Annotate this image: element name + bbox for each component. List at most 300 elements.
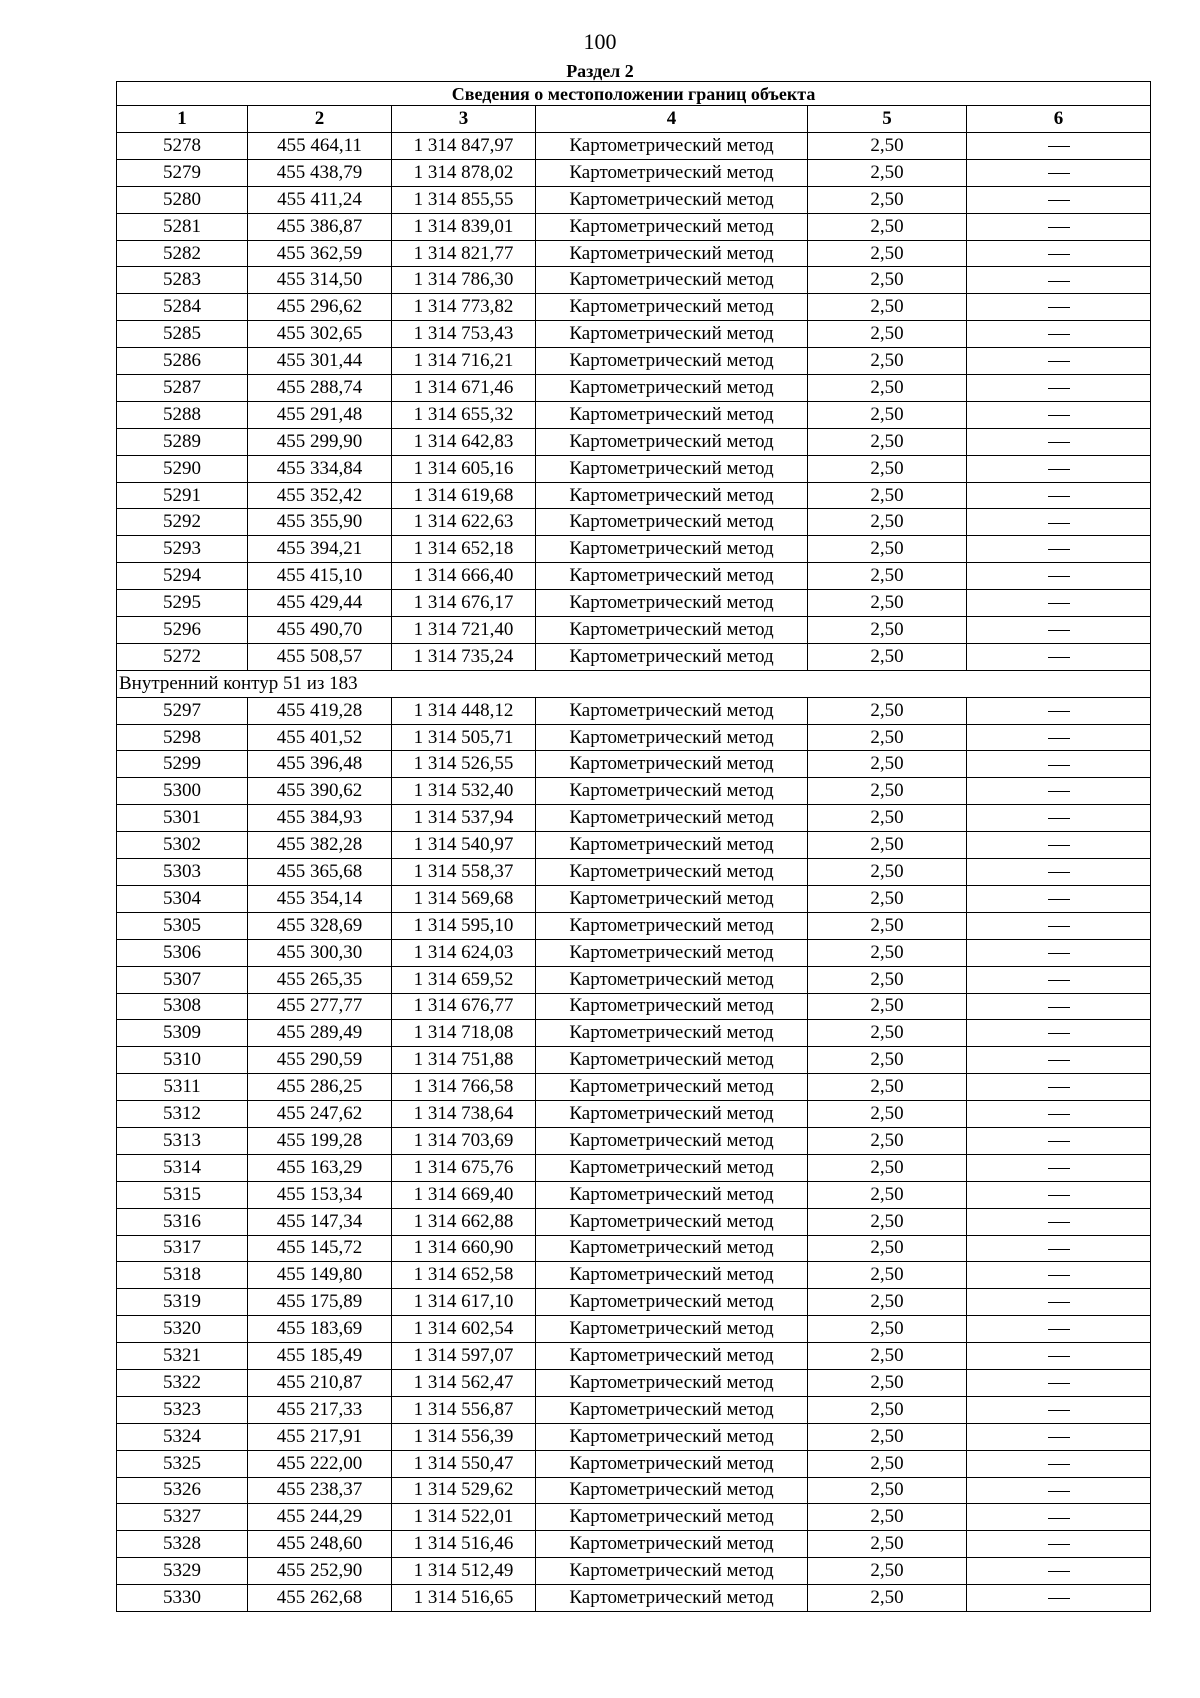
dash-mark [1048,1007,1070,1008]
table-row [117,455,1151,482]
accuracy-cell: 2,50 [808,348,967,375]
note-cell [967,993,1151,1020]
accuracy-cell: 2,50 [808,939,967,966]
table-row [117,1585,1151,1612]
x-coordinate-cell: 455 302,65 [248,321,392,348]
x-coordinate-cell: 455 210,87 [248,1369,392,1396]
method-cell: Картометрический метод [536,832,808,859]
note-cell [967,966,1151,993]
dash-mark [1048,281,1070,282]
dash-mark [1048,765,1070,766]
dash-mark [1048,227,1070,228]
y-coordinate-cell: 1 314 597,07 [392,1343,536,1370]
accuracy-cell: 2,50 [808,832,967,859]
point-number-cell: 5278 [117,133,248,160]
x-coordinate-cell: 455 199,28 [248,1127,392,1154]
note-cell [967,240,1151,267]
note-cell [967,1101,1151,1128]
dash-mark [1048,630,1070,631]
note-cell [967,267,1151,294]
accuracy-cell: 2,50 [808,778,967,805]
point-number-cell: 5272 [117,643,248,670]
accuracy-cell: 2,50 [808,240,967,267]
dash-mark [1048,1491,1070,1492]
x-coordinate-cell: 455 288,74 [248,375,392,402]
dash-mark [1048,953,1070,954]
x-coordinate-cell: 455 415,10 [248,563,392,590]
note-cell [967,563,1151,590]
accuracy-cell: 2,50 [808,1558,967,1585]
x-coordinate-cell: 455 382,28 [248,832,392,859]
method-cell: Картометрический метод [536,1369,808,1396]
accuracy-cell: 2,50 [808,509,967,536]
table-row [117,1262,1151,1289]
dash-mark [1048,1141,1070,1142]
note-cell [967,401,1151,428]
dash-mark [1048,388,1070,389]
x-coordinate-cell: 455 145,72 [248,1235,392,1262]
y-coordinate-cell: 1 314 751,88 [392,1047,536,1074]
point-number-cell: 5292 [117,509,248,536]
note-cell [967,805,1151,832]
contour-subtitle-row [117,670,1151,697]
table-row [117,859,1151,886]
table-row [117,1127,1151,1154]
note-cell [967,348,1151,375]
accuracy-cell: 2,50 [808,1504,967,1531]
note-cell [967,133,1151,160]
method-cell: Картометрический метод [536,778,808,805]
method-cell: Картометрический метод [536,348,808,375]
table-row [117,536,1151,563]
point-number-cell: 5284 [117,294,248,321]
method-cell: Картометрический метод [536,1208,808,1235]
note-cell [967,1423,1151,1450]
method-cell: Картометрический метод [536,1396,808,1423]
note-cell [967,1343,1151,1370]
method-cell: Картометрический метод [536,1020,808,1047]
column-number: 1 [117,106,248,133]
table-row [117,885,1151,912]
y-coordinate-cell: 1 314 569,68 [392,885,536,912]
note-cell [967,1074,1151,1101]
x-coordinate-cell: 455 390,62 [248,778,392,805]
table-row [117,1101,1151,1128]
point-number-cell: 5310 [117,1047,248,1074]
table-row [117,778,1151,805]
point-number-cell: 5283 [117,267,248,294]
y-coordinate-cell: 1 314 738,64 [392,1101,536,1128]
note-cell [967,939,1151,966]
accuracy-cell: 2,50 [808,966,967,993]
method-cell: Картометрический метод [536,1450,808,1477]
table-row [117,213,1151,240]
note-cell [967,912,1151,939]
x-coordinate-cell: 455 300,30 [248,939,392,966]
method-cell: Картометрический метод [536,1127,808,1154]
x-coordinate-cell: 455 352,42 [248,482,392,509]
dash-mark [1048,469,1070,470]
dash-mark [1048,549,1070,550]
y-coordinate-cell: 1 314 652,18 [392,536,536,563]
accuracy-cell: 2,50 [808,1020,967,1047]
x-coordinate-cell: 455 248,60 [248,1531,392,1558]
point-number-cell: 5323 [117,1396,248,1423]
accuracy-cell: 2,50 [808,1262,967,1289]
method-cell: Картометрический метод [536,563,808,590]
table-row [117,832,1151,859]
point-number-cell: 5322 [117,1369,248,1396]
column-number: 4 [536,106,808,133]
x-coordinate-cell: 455 183,69 [248,1316,392,1343]
x-coordinate-cell: 455 222,00 [248,1450,392,1477]
accuracy-cell: 2,50 [808,428,967,455]
dash-mark [1048,334,1070,335]
x-coordinate-cell: 455 175,89 [248,1289,392,1316]
y-coordinate-cell: 1 314 537,94 [392,805,536,832]
point-number-cell: 5312 [117,1101,248,1128]
x-coordinate-cell: 455 411,24 [248,186,392,213]
method-cell: Картометрический метод [536,912,808,939]
y-coordinate-cell: 1 314 516,65 [392,1585,536,1612]
note-cell [967,643,1151,670]
section-title: Раздел 2 [566,61,634,81]
dash-mark [1048,738,1070,739]
x-coordinate-cell: 455 314,50 [248,267,392,294]
y-coordinate-cell: 1 314 655,32 [392,401,536,428]
point-number-cell: 5315 [117,1181,248,1208]
method-cell: Картометрический метод [536,1047,808,1074]
y-coordinate-cell: 1 314 550,47 [392,1450,536,1477]
note-cell [967,213,1151,240]
point-number-cell: 5300 [117,778,248,805]
method-cell: Картометрический метод [536,321,808,348]
dash-mark [1048,1087,1070,1088]
x-coordinate-cell: 455 299,90 [248,428,392,455]
column-number: 5 [808,106,967,133]
dash-mark [1048,1410,1070,1411]
y-coordinate-cell: 1 314 721,40 [392,617,536,644]
y-coordinate-cell: 1 314 448,12 [392,697,536,724]
x-coordinate-cell: 455 289,49 [248,1020,392,1047]
accuracy-cell: 2,50 [808,1396,967,1423]
x-coordinate-cell: 455 328,69 [248,912,392,939]
point-number-cell: 5321 [117,1343,248,1370]
method-cell: Картометрический метод [536,428,808,455]
table-row [117,563,1151,590]
method-cell: Картометрический метод [536,375,808,402]
point-number-cell: 5304 [117,885,248,912]
dash-mark [1048,791,1070,792]
point-number-cell: 5279 [117,159,248,186]
accuracy-cell: 2,50 [808,643,967,670]
note-cell [967,1369,1151,1396]
dash-mark [1048,496,1070,497]
point-number-cell: 5307 [117,966,248,993]
dash-mark [1048,1060,1070,1061]
table-row [117,697,1151,724]
accuracy-cell: 2,50 [808,159,967,186]
y-coordinate-cell: 1 314 595,10 [392,912,536,939]
point-number-cell: 5298 [117,724,248,751]
table-row [117,348,1151,375]
table-row [117,751,1151,778]
table-row [117,617,1151,644]
x-coordinate-cell: 455 334,84 [248,455,392,482]
accuracy-cell: 2,50 [808,912,967,939]
table-caption: Сведения о местоположении границ объекта [117,82,1151,106]
x-coordinate-cell: 455 247,62 [248,1101,392,1128]
note-cell [967,1020,1151,1047]
dash-mark [1048,657,1070,658]
y-coordinate-cell: 1 314 716,21 [392,348,536,375]
point-number-cell: 5287 [117,375,248,402]
note-cell [967,778,1151,805]
method-cell: Картометрический метод [536,240,808,267]
method-cell: Картометрический метод [536,1477,808,1504]
table-caption-row [117,82,1151,106]
y-coordinate-cell: 1 314 556,87 [392,1396,536,1423]
accuracy-cell: 2,50 [808,1450,967,1477]
x-coordinate-cell: 455 508,57 [248,643,392,670]
accuracy-cell: 2,50 [808,1343,967,1370]
note-cell [967,590,1151,617]
table-row [117,482,1151,509]
dash-mark [1048,926,1070,927]
y-coordinate-cell: 1 314 526,55 [392,751,536,778]
point-number-cell: 5306 [117,939,248,966]
dash-mark [1048,1598,1070,1599]
y-coordinate-cell: 1 314 666,40 [392,563,536,590]
method-cell: Картометрический метод [536,1558,808,1585]
dash-mark [1048,1544,1070,1545]
x-coordinate-cell: 455 419,28 [248,697,392,724]
table-row [117,1047,1151,1074]
dash-mark [1048,1168,1070,1169]
accuracy-cell: 2,50 [808,1154,967,1181]
note-cell [967,1235,1151,1262]
method-cell: Картометрический метод [536,536,808,563]
method-cell: Картометрический метод [536,805,808,832]
note-cell [967,321,1151,348]
accuracy-cell: 2,50 [808,617,967,644]
note-cell [967,1208,1151,1235]
note-cell [967,1396,1151,1423]
table-row [117,993,1151,1020]
table-row [117,1504,1151,1531]
table-row [117,1181,1151,1208]
accuracy-cell: 2,50 [808,1074,967,1101]
accuracy-cell: 2,50 [808,1208,967,1235]
y-coordinate-cell: 1 314 671,46 [392,375,536,402]
note-cell [967,1127,1151,1154]
y-coordinate-cell: 1 314 540,97 [392,832,536,859]
y-coordinate-cell: 1 314 659,52 [392,966,536,993]
accuracy-cell: 2,50 [808,133,967,160]
x-coordinate-cell: 455 252,90 [248,1558,392,1585]
point-number-cell: 5305 [117,912,248,939]
accuracy-cell: 2,50 [808,885,967,912]
dash-mark [1048,307,1070,308]
x-coordinate-cell: 455 490,70 [248,617,392,644]
method-cell: Картометрический метод [536,617,808,644]
point-number-cell: 5309 [117,1020,248,1047]
table-row [117,186,1151,213]
x-coordinate-cell: 455 238,37 [248,1477,392,1504]
table-row [117,724,1151,751]
table-row [117,590,1151,617]
table-row [117,267,1151,294]
method-cell: Картометрический метод [536,1531,808,1558]
note-cell [967,1450,1151,1477]
accuracy-cell: 2,50 [808,267,967,294]
note-cell [967,1154,1151,1181]
dash-mark [1048,1518,1070,1519]
point-number-cell: 5294 [117,563,248,590]
note-cell [967,859,1151,886]
x-coordinate-cell: 455 290,59 [248,1047,392,1074]
table-row [117,1450,1151,1477]
method-cell: Картометрический метод [536,213,808,240]
method-cell: Картометрический метод [536,401,808,428]
point-number-cell: 5282 [117,240,248,267]
point-number-cell: 5317 [117,1235,248,1262]
x-coordinate-cell: 455 217,33 [248,1396,392,1423]
note-cell [967,832,1151,859]
y-coordinate-cell: 1 314 878,02 [392,159,536,186]
y-coordinate-cell: 1 314 839,01 [392,213,536,240]
point-number-cell: 5316 [117,1208,248,1235]
dash-mark [1048,1222,1070,1223]
accuracy-cell: 2,50 [808,455,967,482]
accuracy-cell: 2,50 [808,859,967,886]
note-cell [967,509,1151,536]
y-coordinate-cell: 1 314 660,90 [392,1235,536,1262]
point-number-cell: 5325 [117,1450,248,1477]
dash-mark [1048,1571,1070,1572]
point-number-cell: 5328 [117,1531,248,1558]
y-coordinate-cell: 1 314 602,54 [392,1316,536,1343]
y-coordinate-cell: 1 314 652,58 [392,1262,536,1289]
note-cell [967,1531,1151,1558]
accuracy-cell: 2,50 [808,805,967,832]
y-coordinate-cell: 1 314 505,71 [392,724,536,751]
x-coordinate-cell: 455 277,77 [248,993,392,1020]
point-number-cell: 5314 [117,1154,248,1181]
y-coordinate-cell: 1 314 522,01 [392,1504,536,1531]
note-cell [967,1504,1151,1531]
y-coordinate-cell: 1 314 662,88 [392,1208,536,1235]
accuracy-cell: 2,50 [808,1585,967,1612]
y-coordinate-cell: 1 314 512,49 [392,1558,536,1585]
x-coordinate-cell: 455 464,11 [248,133,392,160]
y-coordinate-cell: 1 314 622,63 [392,509,536,536]
x-coordinate-cell: 455 163,29 [248,1154,392,1181]
note-cell [967,1181,1151,1208]
method-cell: Картометрический метод [536,590,808,617]
dash-mark [1048,442,1070,443]
table-row [117,240,1151,267]
table-row [117,1208,1151,1235]
note-cell [967,697,1151,724]
method-cell: Картометрический метод [536,966,808,993]
dash-mark [1048,1437,1070,1438]
table-row [117,966,1151,993]
table-row [117,294,1151,321]
x-coordinate-cell: 455 147,34 [248,1208,392,1235]
accuracy-cell: 2,50 [808,1477,967,1504]
column-number: 2 [248,106,392,133]
point-number-cell: 5296 [117,617,248,644]
table-row [117,805,1151,832]
point-number-cell: 5308 [117,993,248,1020]
note-cell [967,617,1151,644]
note-cell [967,1262,1151,1289]
point-number-cell: 5293 [117,536,248,563]
table-row [117,1316,1151,1343]
y-coordinate-cell: 1 314 821,77 [392,240,536,267]
note-cell [967,1558,1151,1585]
x-coordinate-cell: 455 386,87 [248,213,392,240]
page-number: 100 [583,29,617,54]
dash-mark [1048,603,1070,604]
accuracy-cell: 2,50 [808,186,967,213]
table-row [117,1558,1151,1585]
method-cell: Картометрический метод [536,993,808,1020]
x-coordinate-cell: 455 365,68 [248,859,392,886]
y-coordinate-cell: 1 314 676,77 [392,993,536,1020]
x-coordinate-cell: 455 438,79 [248,159,392,186]
dash-mark [1048,173,1070,174]
note-cell [967,536,1151,563]
y-coordinate-cell: 1 314 676,17 [392,590,536,617]
method-cell: Картометрический метод [536,186,808,213]
x-coordinate-cell: 455 286,25 [248,1074,392,1101]
table-row [117,375,1151,402]
x-coordinate-cell: 455 355,90 [248,509,392,536]
point-number-cell: 5291 [117,482,248,509]
y-coordinate-cell: 1 314 773,82 [392,294,536,321]
column-number: 6 [967,106,1151,133]
x-coordinate-cell: 455 296,62 [248,294,392,321]
point-number-cell: 5297 [117,697,248,724]
y-coordinate-cell: 1 314 556,39 [392,1423,536,1450]
accuracy-cell: 2,50 [808,1531,967,1558]
accuracy-cell: 2,50 [808,482,967,509]
x-coordinate-cell: 455 291,48 [248,401,392,428]
method-cell: Картометрический метод [536,1154,808,1181]
x-coordinate-cell: 455 244,29 [248,1504,392,1531]
x-coordinate-cell: 455 265,35 [248,966,392,993]
method-cell: Картометрический метод [536,1235,808,1262]
dash-mark [1048,1329,1070,1330]
table-row [117,1396,1151,1423]
contour-subtitle: Внутренний контур 51 из 183 [117,670,1151,697]
table-row [117,939,1151,966]
y-coordinate-cell: 1 314 753,43 [392,321,536,348]
table-row [117,1074,1151,1101]
point-number-cell: 5318 [117,1262,248,1289]
y-coordinate-cell: 1 314 735,24 [392,643,536,670]
method-cell: Картометрический метод [536,133,808,160]
point-number-cell: 5319 [117,1289,248,1316]
dash-mark [1048,872,1070,873]
x-coordinate-cell: 455 362,59 [248,240,392,267]
note-cell [967,1585,1151,1612]
y-coordinate-cell: 1 314 516,46 [392,1531,536,1558]
dash-mark [1048,845,1070,846]
accuracy-cell: 2,50 [808,993,967,1020]
